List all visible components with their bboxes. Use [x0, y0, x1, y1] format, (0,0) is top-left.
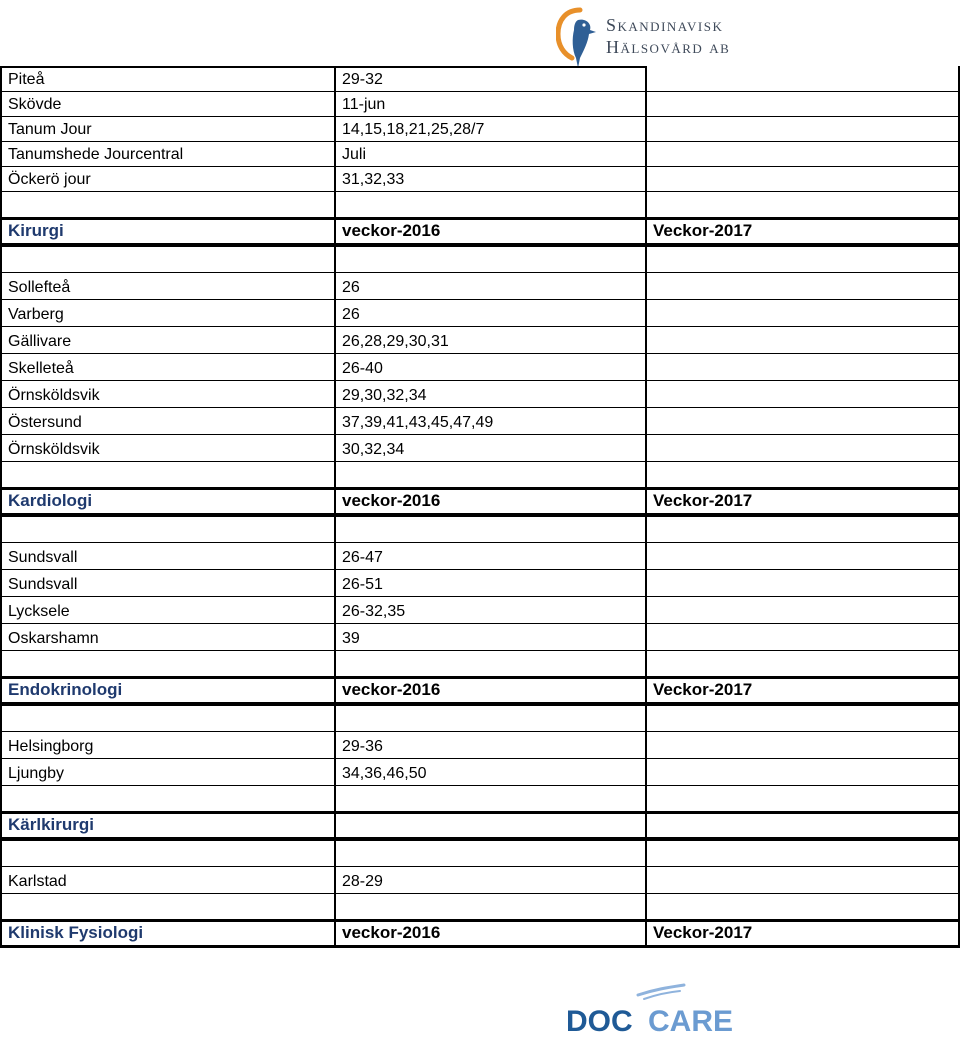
weeks-2016-cell: 29-36 [336, 732, 647, 758]
weeks-2016-cell: 28-29 [336, 867, 647, 893]
table-row [0, 166, 960, 191]
place-cell: Karlstad [0, 867, 336, 893]
column-header-2017: Veckor-2017 [647, 490, 960, 513]
section-title: Kirurgi [0, 220, 336, 243]
place-cell: Oskarshamn [0, 624, 336, 650]
weeks-2017-cell [647, 354, 960, 380]
weeks-2016-cell: 30,32,34 [336, 435, 647, 461]
blank-row [0, 246, 960, 272]
weeks-2016-cell: 14,15,18,21,25,28/7 [336, 117, 647, 141]
table-row [0, 542, 960, 569]
weeks-2017-cell [647, 66, 960, 91]
skandinavisk-halsovard-logo [556, 6, 766, 70]
table-row [0, 91, 960, 116]
place-cell: Tanumshede Jourcentral [0, 142, 336, 166]
weeks-2016-cell: 26 [336, 300, 647, 326]
blank-row [0, 516, 960, 542]
place-cell: Sollefteå [0, 273, 336, 299]
care-text: CARE [648, 1005, 734, 1035]
weeks-2017-cell [647, 300, 960, 326]
table-row [0, 731, 960, 758]
weeks-2017-cell [647, 597, 960, 623]
blank-row [0, 650, 960, 676]
weeks-2017-cell [647, 167, 960, 191]
bird-icon [556, 6, 604, 70]
place-cell: Lycksele [0, 597, 336, 623]
column-header-2016: veckor-2016 [336, 922, 647, 945]
blank-row [0, 191, 960, 217]
weeks-2017-cell [647, 624, 960, 650]
table-row [0, 623, 960, 650]
section-header-endokrinologi [0, 676, 960, 705]
weeks-2017-cell [647, 759, 960, 785]
column-header-2017: Veckor-2017 [647, 679, 960, 702]
place-cell: Skövde [0, 92, 336, 116]
weeks-2017-cell [647, 117, 960, 141]
swoosh-icon [566, 975, 751, 1035]
weeks-2016-cell: 26-40 [336, 354, 647, 380]
schedule-table [0, 66, 960, 948]
column-header-2017: Veckor-2017 [647, 220, 960, 243]
blank-row [0, 840, 960, 866]
weeks-2016-cell: 11-jun [336, 92, 647, 116]
section-header-kardiologi [0, 487, 960, 516]
section-title: Endokrinologi [0, 679, 336, 702]
table-row [0, 326, 960, 353]
table-row [0, 272, 960, 299]
weeks-2017-cell [647, 570, 960, 596]
place-cell: Piteå [0, 66, 336, 91]
weeks-2016-cell: 26,28,29,30,31 [336, 327, 647, 353]
section-title: Kärlkirurgi [0, 814, 336, 837]
weeks-2016-cell: 37,39,41,43,45,47,49 [336, 408, 647, 434]
table-row [0, 299, 960, 326]
blank-row [0, 705, 960, 731]
weeks-2016-cell: 34,36,46,50 [336, 759, 647, 785]
place-cell: Skelleteå [0, 354, 336, 380]
place-cell: Varberg [0, 300, 336, 326]
weeks-2016-cell: 26 [336, 273, 647, 299]
place-cell: Öckerö jour [0, 167, 336, 191]
place-cell: Örnsköldsvik [0, 435, 336, 461]
section-header-kirurgi [0, 217, 960, 246]
place-cell: Tanum Jour [0, 117, 336, 141]
blank-row [0, 461, 960, 487]
weeks-2017-cell [647, 142, 960, 166]
place-cell: Örnsköldsvik [0, 381, 336, 407]
weeks-2016-cell: 29,30,32,34 [336, 381, 647, 407]
section-header-karlkirurgi [0, 811, 960, 840]
weeks-2017-cell [647, 867, 960, 893]
weeks-2016-cell: 26-51 [336, 570, 647, 596]
table-row [0, 758, 960, 785]
table-row [0, 569, 960, 596]
weeks-2017-cell [647, 327, 960, 353]
place-cell: Helsingborg [0, 732, 336, 758]
weeks-2017-cell [647, 273, 960, 299]
weeks-2016-cell: 39 [336, 624, 647, 650]
column-header-2017: Veckor-2017 [647, 922, 960, 945]
column-header-2016: veckor-2016 [336, 220, 647, 243]
weeks-2016-cell: 29-32 [336, 66, 647, 91]
table-row [0, 596, 960, 623]
weeks-2017-cell [647, 92, 960, 116]
section-title: Kardiologi [0, 490, 336, 513]
place-cell: Östersund [0, 408, 336, 434]
doc-care-logo [566, 975, 751, 1035]
table-row [0, 66, 960, 91]
section-header-klinisk-fysiologi [0, 919, 960, 948]
weeks-2016-cell: 26-32,35 [336, 597, 647, 623]
weeks-2016-cell: Juli [336, 142, 647, 166]
logo-line-1: Skandinavisk [606, 15, 724, 35]
weeks-2016-cell: 26-47 [336, 543, 647, 569]
weeks-2016-cell: 31,32,33 [336, 167, 647, 191]
column-header-2017 [647, 814, 960, 837]
place-cell: Sundsvall [0, 570, 336, 596]
doc-text: DOC [566, 1005, 633, 1035]
logo-line-2: Hälsovård ab [606, 37, 731, 57]
column-header-2016: veckor-2016 [336, 679, 647, 702]
weeks-2017-cell [647, 381, 960, 407]
column-header-2016 [336, 814, 647, 837]
section-title: Klinisk Fysiologi [0, 922, 336, 945]
weeks-2017-cell [647, 408, 960, 434]
weeks-2017-cell [647, 543, 960, 569]
table-row [0, 434, 960, 461]
place-cell: Gällivare [0, 327, 336, 353]
blank-row [0, 785, 960, 811]
place-cell: Ljungby [0, 759, 336, 785]
table-row [0, 380, 960, 407]
table-row [0, 141, 960, 166]
weeks-2017-cell [647, 732, 960, 758]
weeks-2017-cell [647, 435, 960, 461]
table-row [0, 353, 960, 380]
table-row [0, 407, 960, 434]
blank-row [0, 893, 960, 919]
column-header-2016: veckor-2016 [336, 490, 647, 513]
table-row [0, 866, 960, 893]
place-cell: Sundsvall [0, 543, 336, 569]
table-row [0, 116, 960, 141]
